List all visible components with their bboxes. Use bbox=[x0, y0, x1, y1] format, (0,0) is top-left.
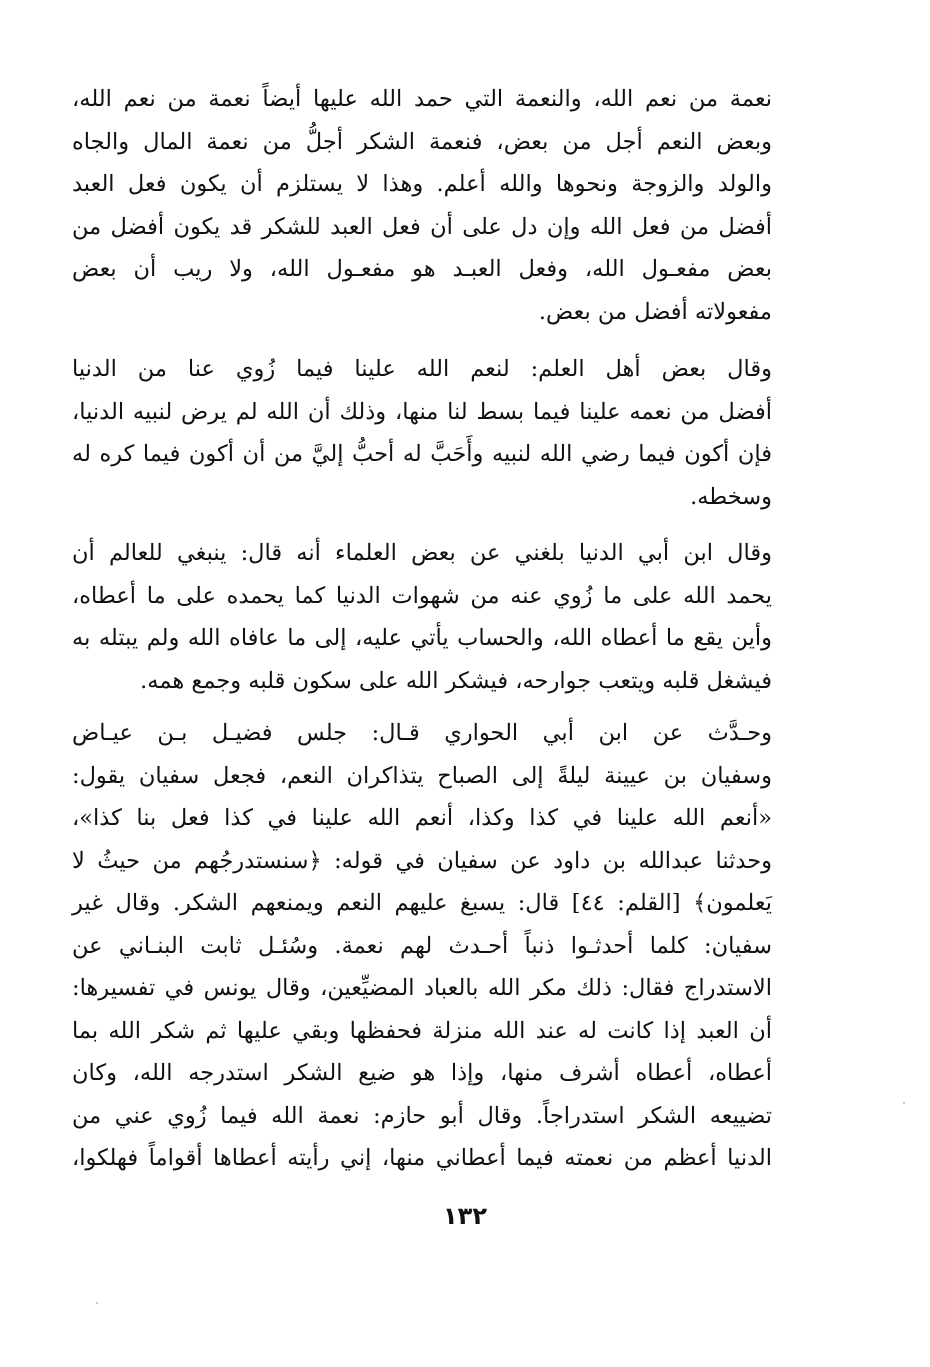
text-line: والولد والزوجة ونحوها والله أعلم. وهذا لا يستلزم أن يكون فعل العبد bbox=[72, 171, 772, 197]
text-line: وقال بعض أهل العلم: لنعم الله علينا فيما زُوي عنا من الدنيا bbox=[72, 356, 772, 382]
text-line: وقال ابن أبي الدنيا بلغني عن بعض العلماء أنه قال: ينبغي للعالم أن bbox=[72, 540, 772, 566]
text-line: الدنيا أعظم من نعمته فيما أعطاني منها، إني رأيته أعطاها أقواماً فهلكوا، bbox=[72, 1145, 772, 1171]
paragraph-4 bbox=[72, 712, 772, 1180]
text-line: «أنعم الله علينا في كذا وكذا، أنعم الله علينا في كذا فعل بنا كذا»، bbox=[72, 805, 772, 831]
text-line: سفيان: كلما أحدثـوا ذنباً أحـدث لهم نعمة. وسُئـل ثابت البنـاني عن bbox=[72, 932, 772, 959]
paragraph-1 bbox=[72, 78, 772, 333]
text-line: يحمد الله على ما زُوي عنه من شهوات الدنيا كما يحمده على ما أعطاه، bbox=[72, 582, 772, 609]
text-line: أفضل من فعل الله وإن دل على أن فعل العبد للشكر قد يكون أفضل من bbox=[72, 213, 772, 240]
text-line: وحدثنا عبدالله بن داود عن سفيان في قوله: ﴿سنستدرجُهم من حيثُ لا bbox=[72, 847, 772, 874]
page-number: ١٣٢ bbox=[443, 1202, 487, 1230]
text-line: أفضل من نعمه علينا فيما بسط لنا منها، وذلك أن الله لم يرض لنبيه الدنيا، bbox=[72, 398, 772, 425]
text-line: أعطاه، أعطاه أشرف منها، وإذا هو ضيع الشكر استدرجه الله، وكان bbox=[72, 1060, 772, 1086]
text-line: وبعض النعم أجل من بعض، فنعمة الشكر أجلُّ من نعمة المال والجاه bbox=[72, 128, 772, 155]
paragraph-3 bbox=[72, 532, 772, 702]
scan-speck bbox=[903, 1102, 905, 1104]
text-line: فإن أكون فيما رضي الله لنبيه وأَحَبَّ له أحبُّ إليَّ من أن أكون فيما كره له bbox=[72, 441, 772, 467]
text-line: بعض مفعـول الله، وفعل العبـد هو مفعـول الله، ولا ريب أن بعض bbox=[72, 256, 772, 282]
text-line: مفعولاته أفضل من بعض. bbox=[538, 298, 772, 325]
scan-speck bbox=[96, 1302, 98, 1304]
text-line: أن العبد إذا كانت له عند الله منزلة فحفظها وبقي عليها ثم شكر الله بما bbox=[72, 1017, 772, 1044]
text-line: فيشغل قلبه ويتعب جوارحه، فيشكر الله على سكون قلبه وجمع همه. bbox=[140, 667, 772, 694]
text-line: الاستدراج فقال: ذلك مكر الله بالعباد المضيِّعين، وقال يونس في تفسيرها: bbox=[72, 975, 772, 1001]
text-line: نعمة من نعم الله، والنعمة التي حمد الله عليها أيضاً نعمة من نعم الله، bbox=[72, 86, 772, 112]
text-line: وسخطه. bbox=[690, 483, 772, 510]
text-line: تضييعه الشكر استدراجاً. وقال أبو حازم: نعمة الله فيما زُوي عني من bbox=[72, 1102, 772, 1129]
text-line: يَعلمون﴾ [القلم: ٤٤] قال: يسبغ عليهم النعم ويمنعهم الشكر. وقال غير bbox=[72, 890, 772, 916]
text-line: وأين يقع ما أعطاه الله، والحساب يأتي عليه، إلى ما عافاه الله ولم يبتله به bbox=[72, 625, 772, 651]
text-line: وسفيان بن عيينة ليلةً إلى الصباح يتذاكران النعم، فجعل سفيان يقول: bbox=[72, 762, 772, 789]
paragraph-2 bbox=[72, 348, 772, 518]
text-line: وحـدَّث عن ابن أبي الحواري قـال: جلس فضيـل بـن عيـاض bbox=[72, 720, 772, 746]
